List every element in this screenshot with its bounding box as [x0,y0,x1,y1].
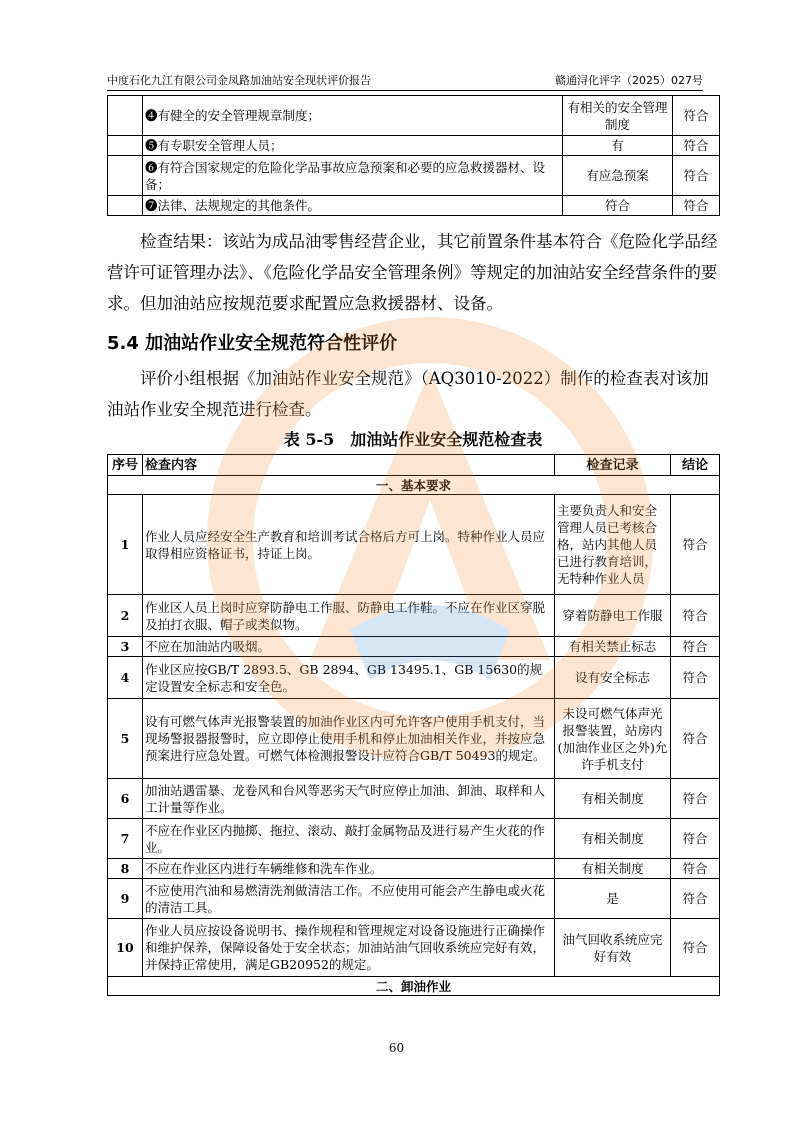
row-content: 作业区人员上岗时应穿防静电工作服、防静电工作鞋。不应在作业区穿脱及拍打衣服、帽子或类似物。 [143,595,555,637]
row-number: 6 [108,779,143,819]
row-result: 符合 [671,859,720,879]
check-result: 符合 [673,136,720,156]
row-result: 符合 [671,779,720,819]
row-record: 有相关制度 [555,779,671,819]
row-content: 设有可燃气体声光报警装置的加油作业区内可允许客户使用手机支付，当现场警报器报警时，应立即停止使用手机和停止加油相关作业，并按应急预案进行应急处置。可燃气体检测报警设计应符合GB/T 50493的规定。 [143,699,555,779]
empty-cell [108,156,143,196]
row-record: 主要负责人和安全管理人员已考核合格，站内其他人员已进行教育培训，无特种作业人员 [555,495,671,595]
header-report-number: 赣通浔化评字（2025）027号 [555,74,703,87]
check-result: 符合 [673,156,720,196]
row-number: 4 [108,657,143,699]
empty-cell [108,96,143,136]
row-record: 未设可燃气体声光报警装置，站房内(加油作业区之外)允许手机支付 [555,699,671,779]
section-title-unloading: 二、卸油作业 [108,977,720,996]
check-record: 有 [563,136,673,156]
row-result: 符合 [671,919,720,977]
section-title-basic: 一、基本要求 [108,476,720,495]
table-row [108,779,720,819]
check-result: 符合 [673,196,720,216]
check-result: 符合 [673,96,720,136]
row-record: 有相关禁止标志 [555,637,671,657]
header-content: 检查内容 [143,455,555,476]
table-row [108,96,720,136]
table-row [108,595,720,637]
check-content: ❹有健全的安全管理规章制度； [143,96,563,136]
job-safety-checklist-table [107,454,720,996]
row-record: 有相关制度 [555,819,671,859]
row-result: 符合 [671,657,720,699]
row-result: 符合 [671,495,720,595]
page-number: 60 [388,1041,405,1055]
row-content: 作业区应按GB/T 2893.5、GB 2894、GB 13495.1、GB 15630的规定设置安全标志和安全色。 [143,657,555,699]
row-content: 不应使用汽油和易燃清洗剂做清洁工作。不应使用可能会产生静电或火花的清洁工具。 [143,879,555,919]
continued-checklist-table [107,95,720,216]
table-row [108,657,720,699]
table-row [108,699,720,779]
table-row [108,156,720,196]
table-caption: 表 5-5 加油站作业安全规范检查表 [283,430,543,449]
row-content: 不应在作业区内进行车辆维修和洗车作业。 [143,859,555,879]
table-row [108,919,720,977]
section-row [108,977,720,996]
row-record: 设有安全标志 [555,657,671,699]
inspection-result-paragraph: 检查结果：该站为成品油零售经营企业，其它前置条件基本符合《危险化学品经营许可证管理办法》、《危险化学品安全管理条例》等规定的加油站安全经营条件的要求。但加油站应按规范要求配置应急救援器材、设备。 [107,232,718,313]
row-record: 油气回收系统应完好有效 [555,919,671,977]
page-header [107,68,703,91]
table-row [108,859,720,879]
row-number: 9 [108,879,143,919]
row-content: 作业人员应经安全生产教育和培训考试合格后方可上岗。特种作业人员应取得相应资格证书，持证上岗。 [143,495,555,595]
row-result: 符合 [671,595,720,637]
header-result: 结论 [671,455,720,476]
row-result: 符合 [671,699,720,779]
check-record: 有相关的安全管理制度 [563,96,673,136]
row-result: 符合 [671,879,720,919]
row-content: 不应在作业区内抛掷、拖拉、滚动、敲打金属物品及进行易产生火花的作业。 [143,819,555,859]
section-heading: 5.4 加油站作业安全规范符合性评价 [107,333,398,354]
check-content: ❼法律、法规规定的其他条件。 [143,196,563,216]
row-number: 3 [108,637,143,657]
row-record: 穿着防静电工作服 [555,595,671,637]
table-row [108,879,720,919]
row-record: 有相关制度 [555,859,671,879]
row-number: 7 [108,819,143,859]
table-row [108,136,720,156]
row-result: 符合 [671,637,720,657]
check-record: 有应急预案 [563,156,673,196]
row-content: 不应在加油站内吸烟。 [143,637,555,657]
check-record: 符合 [563,196,673,216]
empty-cell [108,196,143,216]
table-row [108,196,720,216]
table-row [108,819,720,859]
row-number: 2 [108,595,143,637]
check-content: ❺有专职安全管理人员； [143,136,563,156]
row-result: 符合 [671,819,720,859]
row-number: 5 [108,699,143,779]
row-number: 1 [108,495,143,595]
table-header-row [108,455,720,476]
section-row [108,476,720,495]
check-content: ❻有符合国家规定的危险化学品事故应急预案和必要的应急救援器材、设备； [143,156,563,196]
row-number: 8 [108,859,143,879]
empty-cell [108,136,143,156]
row-content: 加油站遇雷暴、龙卷风和台风等恶劣天气时应停止加油、卸油、取样和人工计量等作业。 [143,779,555,819]
row-record: 是 [555,879,671,919]
intro-paragraph: 评价小组根据《加油站作业安全规范》（AQ3010-2022）制作的检查表对该加油站作业安全规范进行检查。 [107,369,709,419]
row-content: 作业人员应按设备说明书、操作规程和管理规定对设备设施进行正确操作和维护保养，保障设备处于安全状态；加油站油气回收系统应完好有效，并保持正常使用，满足GB20952的规定。 [143,919,555,977]
table-row [108,637,720,657]
table-row [108,495,720,595]
header-no: 序号 [108,455,143,476]
row-number: 10 [108,919,143,977]
header-report-title: 中度石化九江有限公司金凤路加油站安全现状评价报告 [107,74,371,87]
header-record: 检查记录 [555,455,671,476]
